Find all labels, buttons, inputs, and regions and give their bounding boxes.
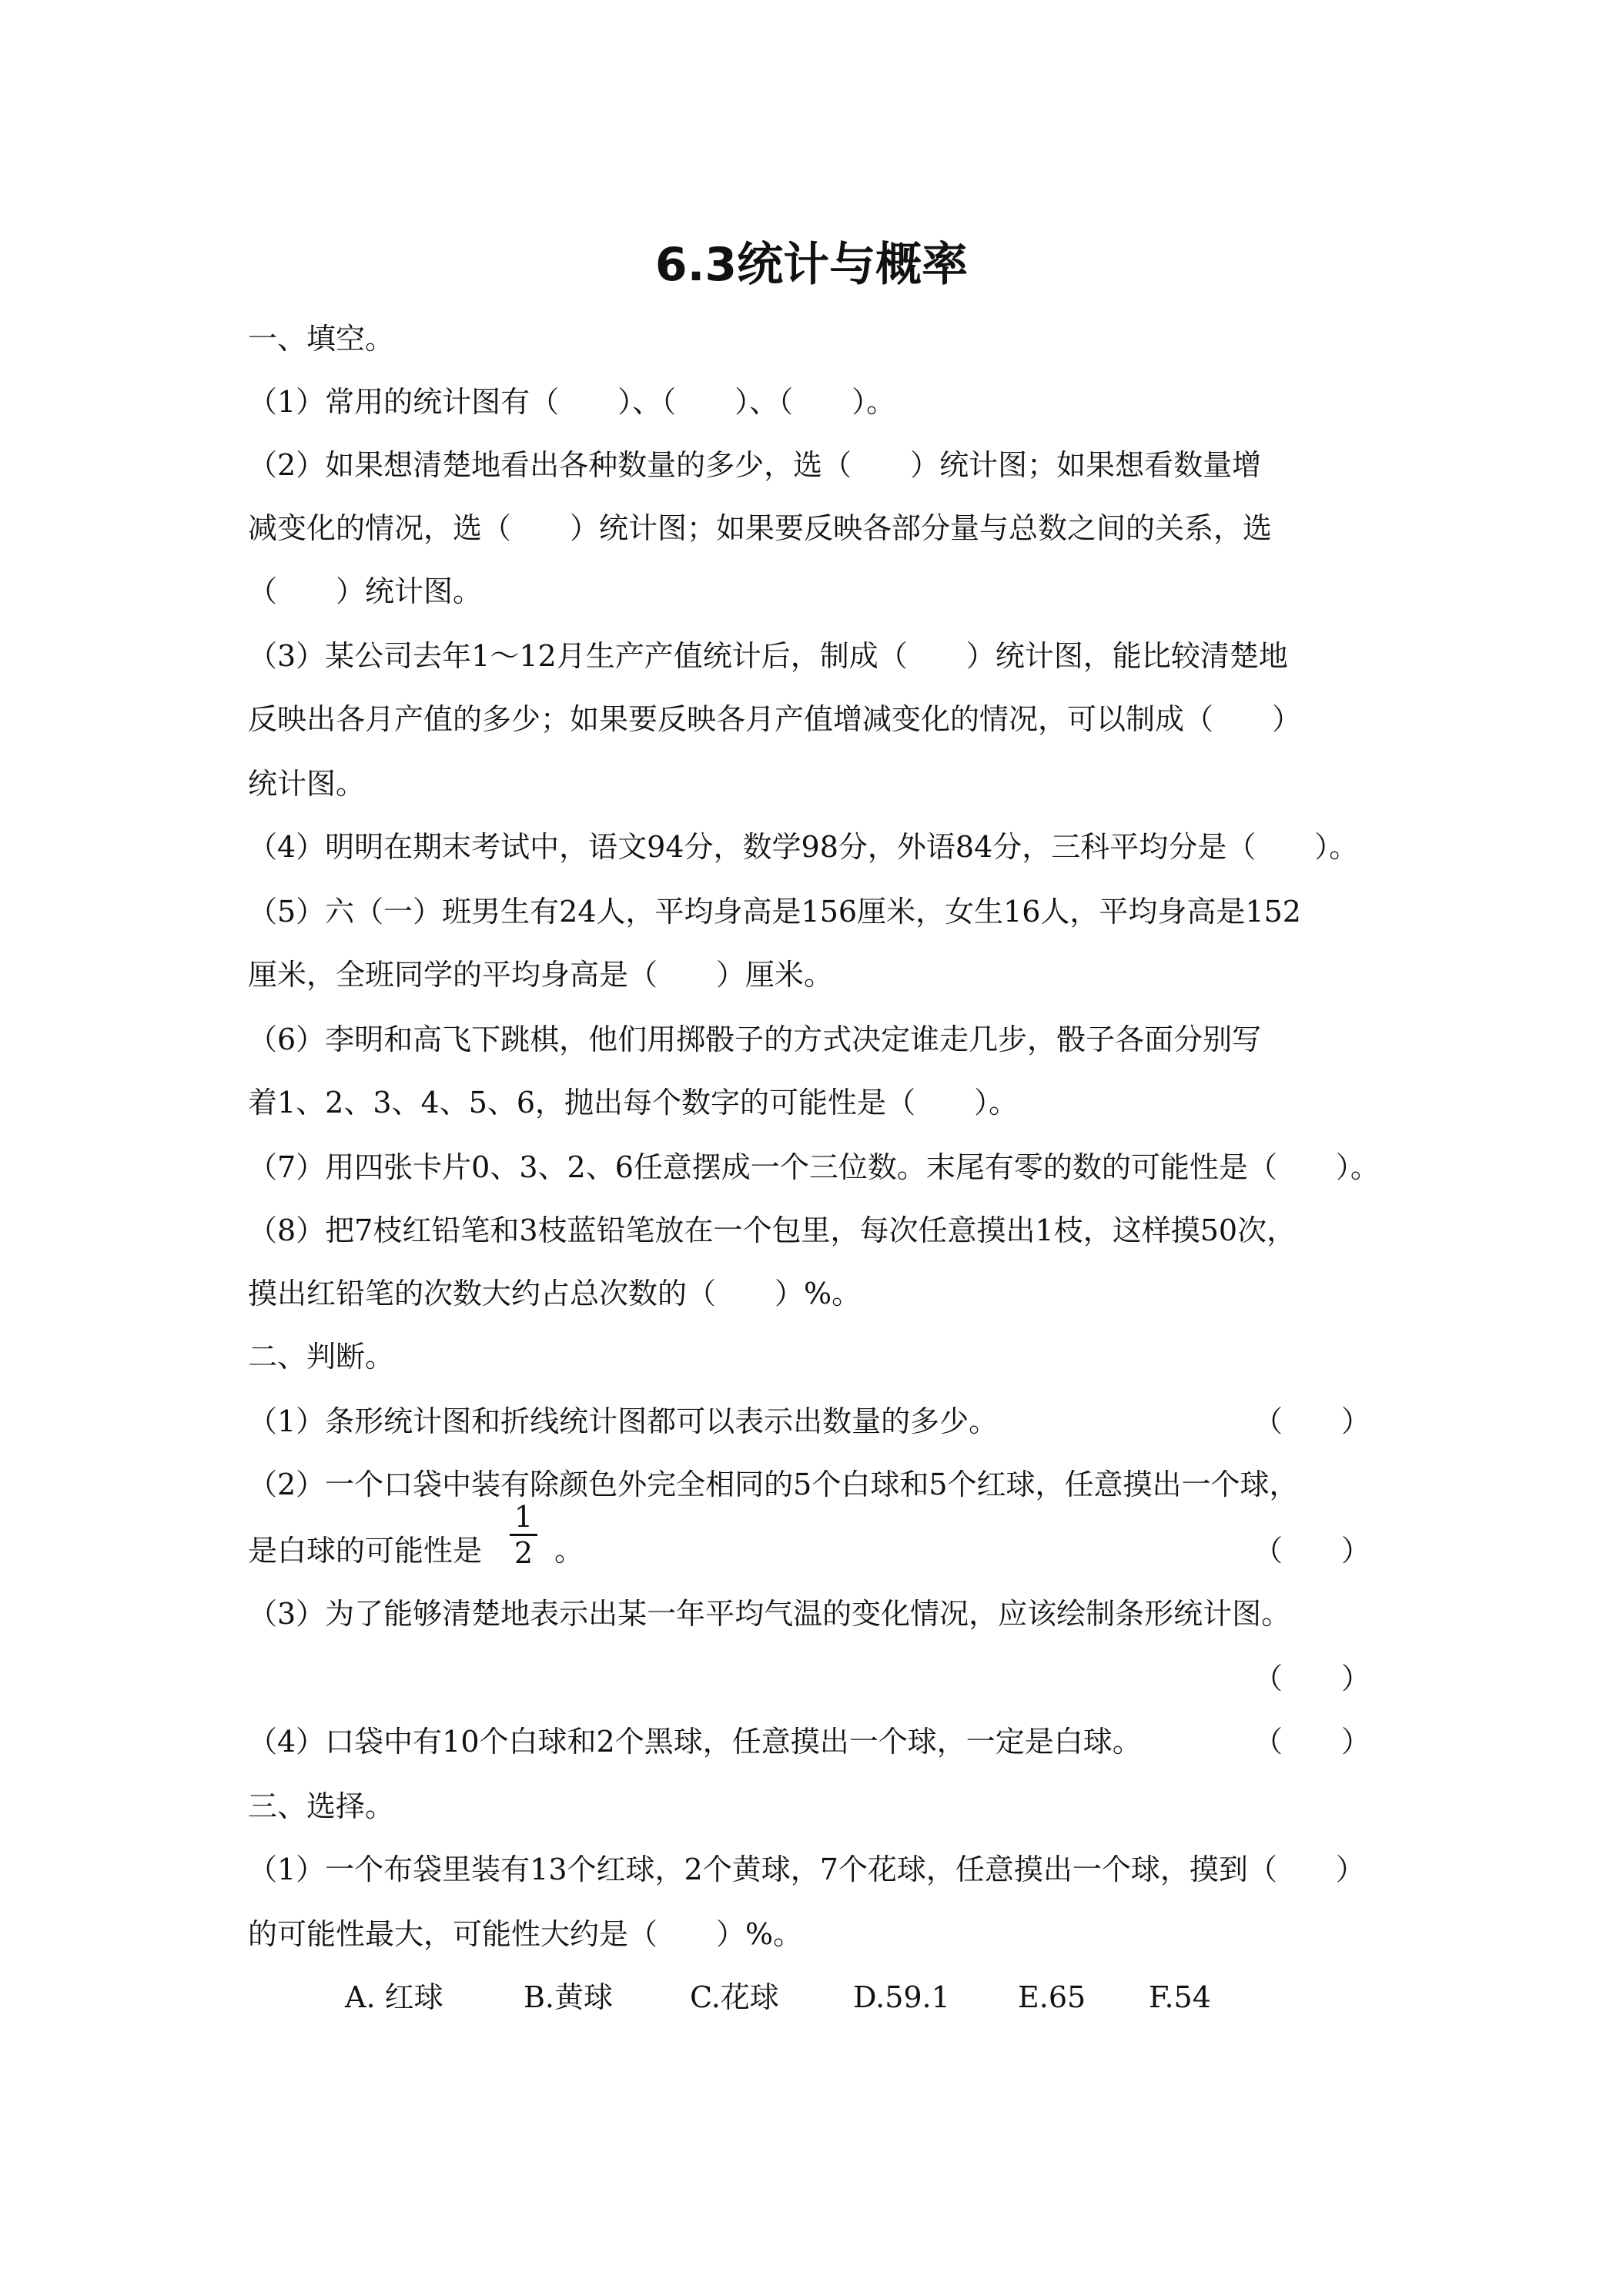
fill-q6-line1: （6）李明和高飞下跳棋，他们用掷骰子的方式决定谁走几步，骰子各面分别写 [248, 1022, 1262, 1056]
fill-q1: （1）常用的统计图有（ ）、（ ）、（ ）。 [248, 385, 896, 419]
judge-q2-answer-blank: （ ） [1253, 1534, 1371, 1568]
fraction-one-half [508, 1501, 539, 1568]
choice-q1-line2: 的可能性最大，可能性大约是（ ）%。 [248, 1917, 803, 1951]
choice-option-e: E.65 [1018, 1980, 1086, 2014]
fill-q8-line1: （8）把7枝红铅笔和3枝蓝铅笔放在一个包里，每次任意摸出1枝，这样摸50次， [248, 1213, 1297, 1247]
section-judge-heading: 二、判断。 [248, 1340, 395, 1374]
fill-q2-line1: （2）如果想清楚地看出各种数量的多少，选（ ）统计图；如果想看数量增 [248, 448, 1262, 482]
choice-option-b: B.黄球 [524, 1980, 614, 2014]
section-choice-heading: 三、选择。 [248, 1789, 395, 1823]
choice-option-f: F.54 [1149, 1980, 1211, 2014]
fill-q4: （4）明明在期末考试中，语文94分，数学98分，外语84分，三科平均分是（ ）。 [248, 830, 1359, 864]
judge-q1-answer-blank: （ ） [1253, 1404, 1371, 1438]
fill-q5-line2: 厘米，全班同学的平均身高是（ ）厘米。 [248, 958, 834, 992]
choice-option-c: C.花球 [690, 1980, 779, 2014]
fill-q6-line2: 着1、2、3、4、5、6，抛出每个数字的可能性是（ ）。 [248, 1086, 1019, 1120]
page-title: 6.3统计与概率 [654, 238, 969, 292]
judge-q3: （3）为了能够清楚地表示出某一年平均气温的变化情况，应该绘制条形统计图。 [248, 1597, 1291, 1631]
judge-q2-line2: 是白球的可能性是 [248, 1534, 483, 1568]
fill-q3-line1: （3）某公司去年1～12月生产产值统计后，制成（ ）统计图，能比较清楚地 [248, 639, 1288, 673]
choice-q1-line1: （1）一个布袋里装有13个红球，2个黄球，7个花球，任意摸出一个球，摸到（ ） [248, 1853, 1365, 1886]
judge-q2-line1: （2）一个口袋中装有除颜色外完全相同的5个白球和5个红球，任意摸出一个球， [248, 1468, 1299, 1501]
fill-q3-line2: 反映出各月产值的多少；如果要反映各月产值增减变化的情况，可以制成（ ） [248, 702, 1302, 736]
fraction-denominator: 2 [514, 1536, 534, 1570]
fraction-numerator: 1 [514, 1500, 534, 1534]
judge-q4-answer-blank: （ ） [1253, 1725, 1371, 1759]
judge-q1: （1）条形统计图和折线统计图都可以表示出数量的多少。 [248, 1404, 999, 1438]
fill-q7: （7）用四张卡片0、3、2、6任意摆成一个三位数。末尾有零的数的可能性是（ ）。 [248, 1150, 1380, 1184]
judge-q2-period: 。 [554, 1534, 584, 1568]
fill-q5-line1: （5）六（一）班男生有24人，平均身高是156厘米，女生16人，平均身高是152 [248, 895, 1301, 929]
fill-q8-line2: 摸出红铅笔的次数大约占总次数的（ ）%。 [248, 1277, 862, 1310]
fill-q2-line3: （ ）统计图。 [248, 574, 483, 608]
choice-option-a: A. 红球 [345, 1980, 443, 2014]
fill-q2-line2: 减变化的情况，选（ ）统计图；如果要反映各部分量与总数之间的关系，选 [248, 511, 1273, 545]
section-fill-in-heading: 一、填空。 [248, 322, 395, 356]
judge-q3-answer-blank: （ ） [1253, 1662, 1371, 1695]
judge-q4: （4）口袋中有10个白球和2个黑球，任意摸出一个球，一定是白球。 [248, 1725, 1142, 1759]
fill-q3-line3: 统计图。 [248, 767, 366, 801]
choice-option-d: D.59.1 [853, 1980, 950, 2014]
